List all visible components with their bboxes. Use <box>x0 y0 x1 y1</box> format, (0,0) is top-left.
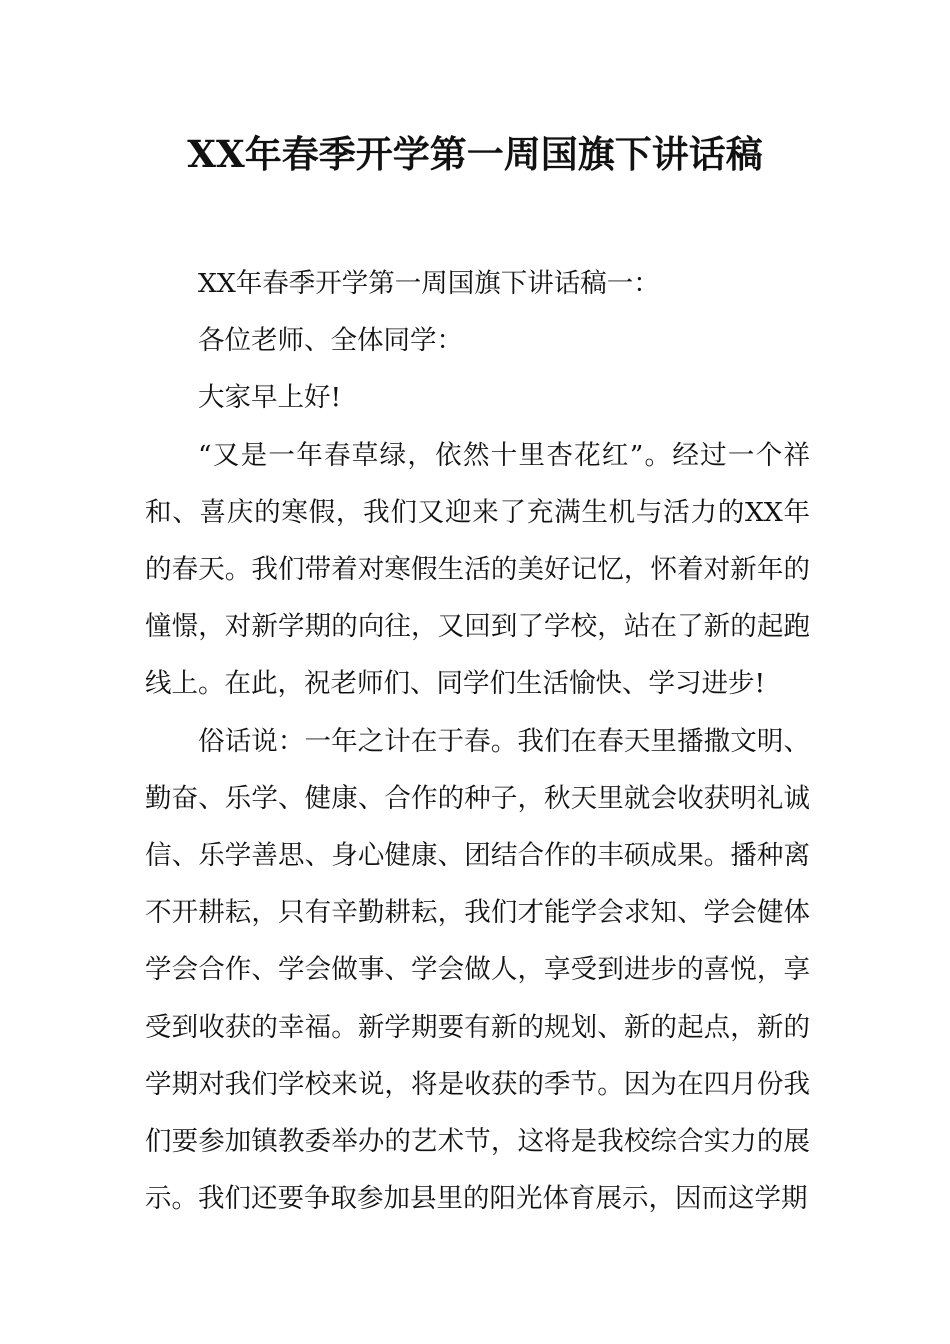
paragraph-body: 俗话说：一年之计在于春。我们在春天里播撒文明、勤奋、乐学、健康、合作的种子，秋天里就会收获明礼诚信、乐学善思、身心健康、团结合作的丰硕成果。播种离不开耕耘，只有辛勤耕耘，我们才能学会求知、学会健体学会合作、学会做事、学会做人，享受到进步的喜悦，享受到收获的幸福。新学期要有新的规划、新的起点，新的学期对我们学校来说，将是收获的季节。因为在四月份我们要参加镇教委举办的艺术节，这将是我校综合实力的展示。我们还要争取参加县里的阳光体育展示，因而这学期 <box>145 725 810 1215</box>
paragraph-greeting: 大家早上好! <box>198 382 342 414</box>
document-body <box>145 255 810 1227</box>
paragraph-heading: XX年春季开学第一周国旗下讲话稿一： <box>198 268 660 299</box>
paragraph-body: “又是一年春草绿，依然十里杏花红”。经过一个祥和、喜庆的寒假，我们又迎来了充满生机与活力的XX年的春天。我们带着对寒假生活的美好记忆，怀着对新年的憧憬，对新学期的向往，又回到了学校，站在了新的起跑线上。在此，祝老师们、同学们生活愉快、学习进步! <box>145 439 810 700</box>
paragraph-salutation: 各位老师、全体同学： <box>198 325 463 357</box>
document-title: XX年春季开学第一周国旗下讲话稿 <box>187 132 763 176</box>
